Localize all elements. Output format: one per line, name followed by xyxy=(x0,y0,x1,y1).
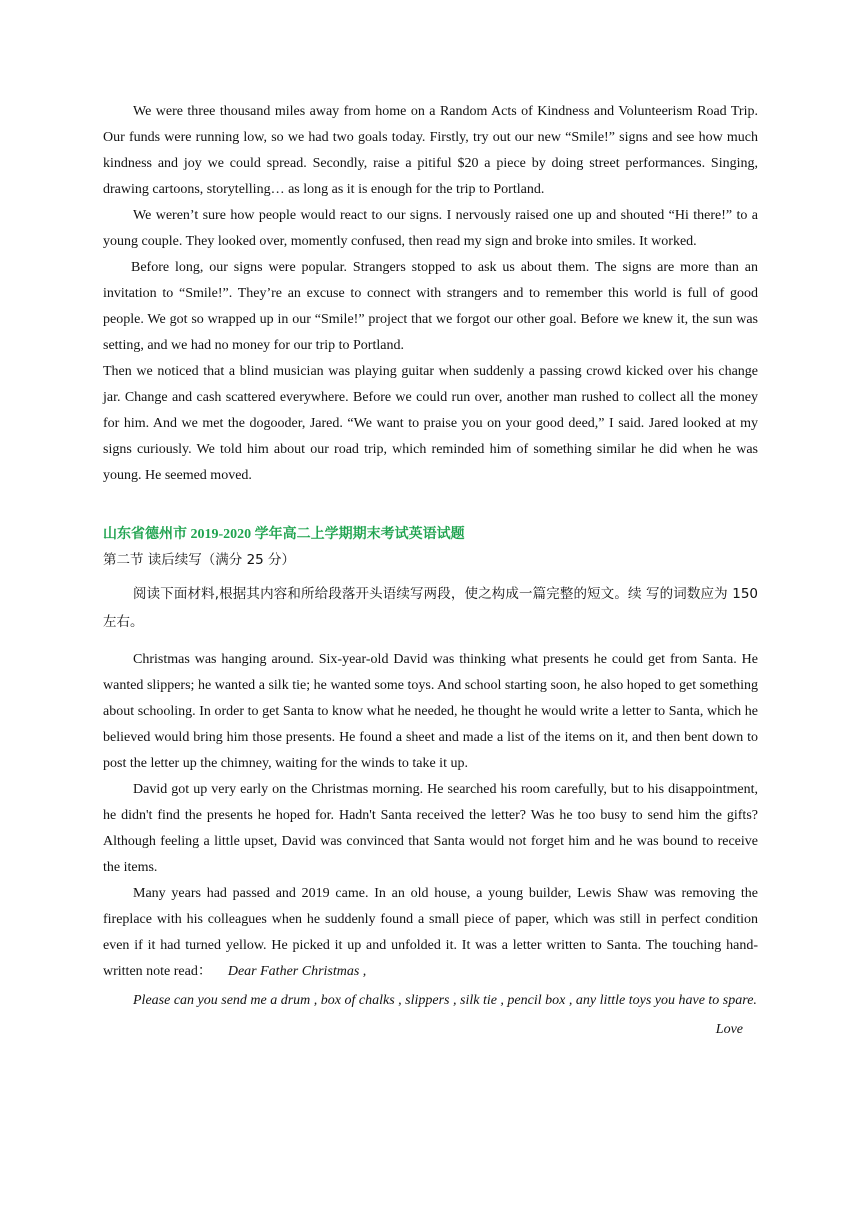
passage-one-paragraph-4: Then we noticed that a blind musician was playing guitar when suddenly a passing crowd kicked over his change jar. Change and cash scattered everywhere. Before we could run over, another man rushed to collect all the money for him. And we met the dogooder, Jared. “We want to praise you on your good deed,” I said. Jared looked at my signs curiously. We told him about our road trip, which reminded him of something similar he did when he was young. He seemed moved. xyxy=(103,364,758,483)
passage-one xyxy=(103,99,758,489)
passage-two-paragraph-1: Christmas was hanging around. Six-year-old David was thinking what presents he could get from Santa. He wanted slippers; he wanted a silk tie; he wanted some toys. And school starting soon, he also hoped to get something about schooling. In order to get Santa to know what he needed, he thought he would write a letter to Santa, which he believed would bring him those presents. He found a sheet and made a list of the items on it, and then bent down to post the letter up the chimney, waiting for the winds to take it up. xyxy=(103,652,758,771)
letter-greeting: Dear Father Christmas , xyxy=(227,964,367,979)
section-instruction: 阅读下面材料,根据其内容和所给段落开头语续写两段，使之构成一篇完整的短文。续 写的词数应为 150 左右。 xyxy=(103,586,758,630)
letter-body: Please can you send me a drum , box of chalks , slippers , silk tie , pencil box , any little toys you have to spare. xyxy=(133,993,757,1008)
passage-two-paragraph-3-text: Many years had passed and 2019 came. In an old house, a young builder, Lewis Shaw was removing the fireplace with his colleagues when he suddenly found a small piece of paper, which was still in perfect condition even if it had turned yellow. He picked it up and unfolded it. It was a letter written to Santa. The touching hand-written note read： xyxy=(103,886,758,979)
section-subtitle: 第二节 读后续写（满分 25 分） xyxy=(103,552,296,568)
passage-one-paragraph-3: Before long, our signs were popular. Strangers stopped to ask us about them. The signs are more than an invitation to “Smile!”. They’re an excuse to connect with strangers and to remember this world is full of good people. We got so wrapped up in our “Smile!” project that we forgot our other goal. Before we knew it, the sun was setting, and we had no money for our trip to Portland. xyxy=(103,260,758,353)
exam-source-title: 山东省德州市 2019-2020 学年高二上学期期末考试英语试题 xyxy=(103,527,465,542)
passage-one-paragraph-1: We were three thousand miles away from home on a Random Acts of Kindness and Volunteerism Road Trip. Our funds were running low, so we had two goals today. Firstly, try out our new “Smile!” signs and see how much kindness and joy we could spread. Secondly, raise a pitiful $20 a piece by doing street performances. Singing, drawing cartoons, storytelling… as long as it is enough for the trip to Portland. xyxy=(103,104,758,197)
passage-two-paragraph-2: David got up very early on the Christmas morning. He searched his room carefully, but to his disappointment, he didn't find the presents he hoped for. Hadn't Santa received the letter? Was he too busy to send him the gifts? Although feeling a little upset, David was convinced that Santa would not forget him and he was bound to receive the items. xyxy=(103,782,758,875)
letter-closing: Love xyxy=(715,1022,743,1037)
passage-two-paragraph-3 xyxy=(103,881,758,985)
document-page xyxy=(103,99,758,1043)
passage-one-paragraph-2: We weren’t sure how people would react to our signs. I nervously raised one up and shouted “Hi there!” to a young couple. They looked over, momently confused, then read my sign and broke into smiles. It worked. xyxy=(103,208,758,249)
passage-two xyxy=(103,647,758,1043)
